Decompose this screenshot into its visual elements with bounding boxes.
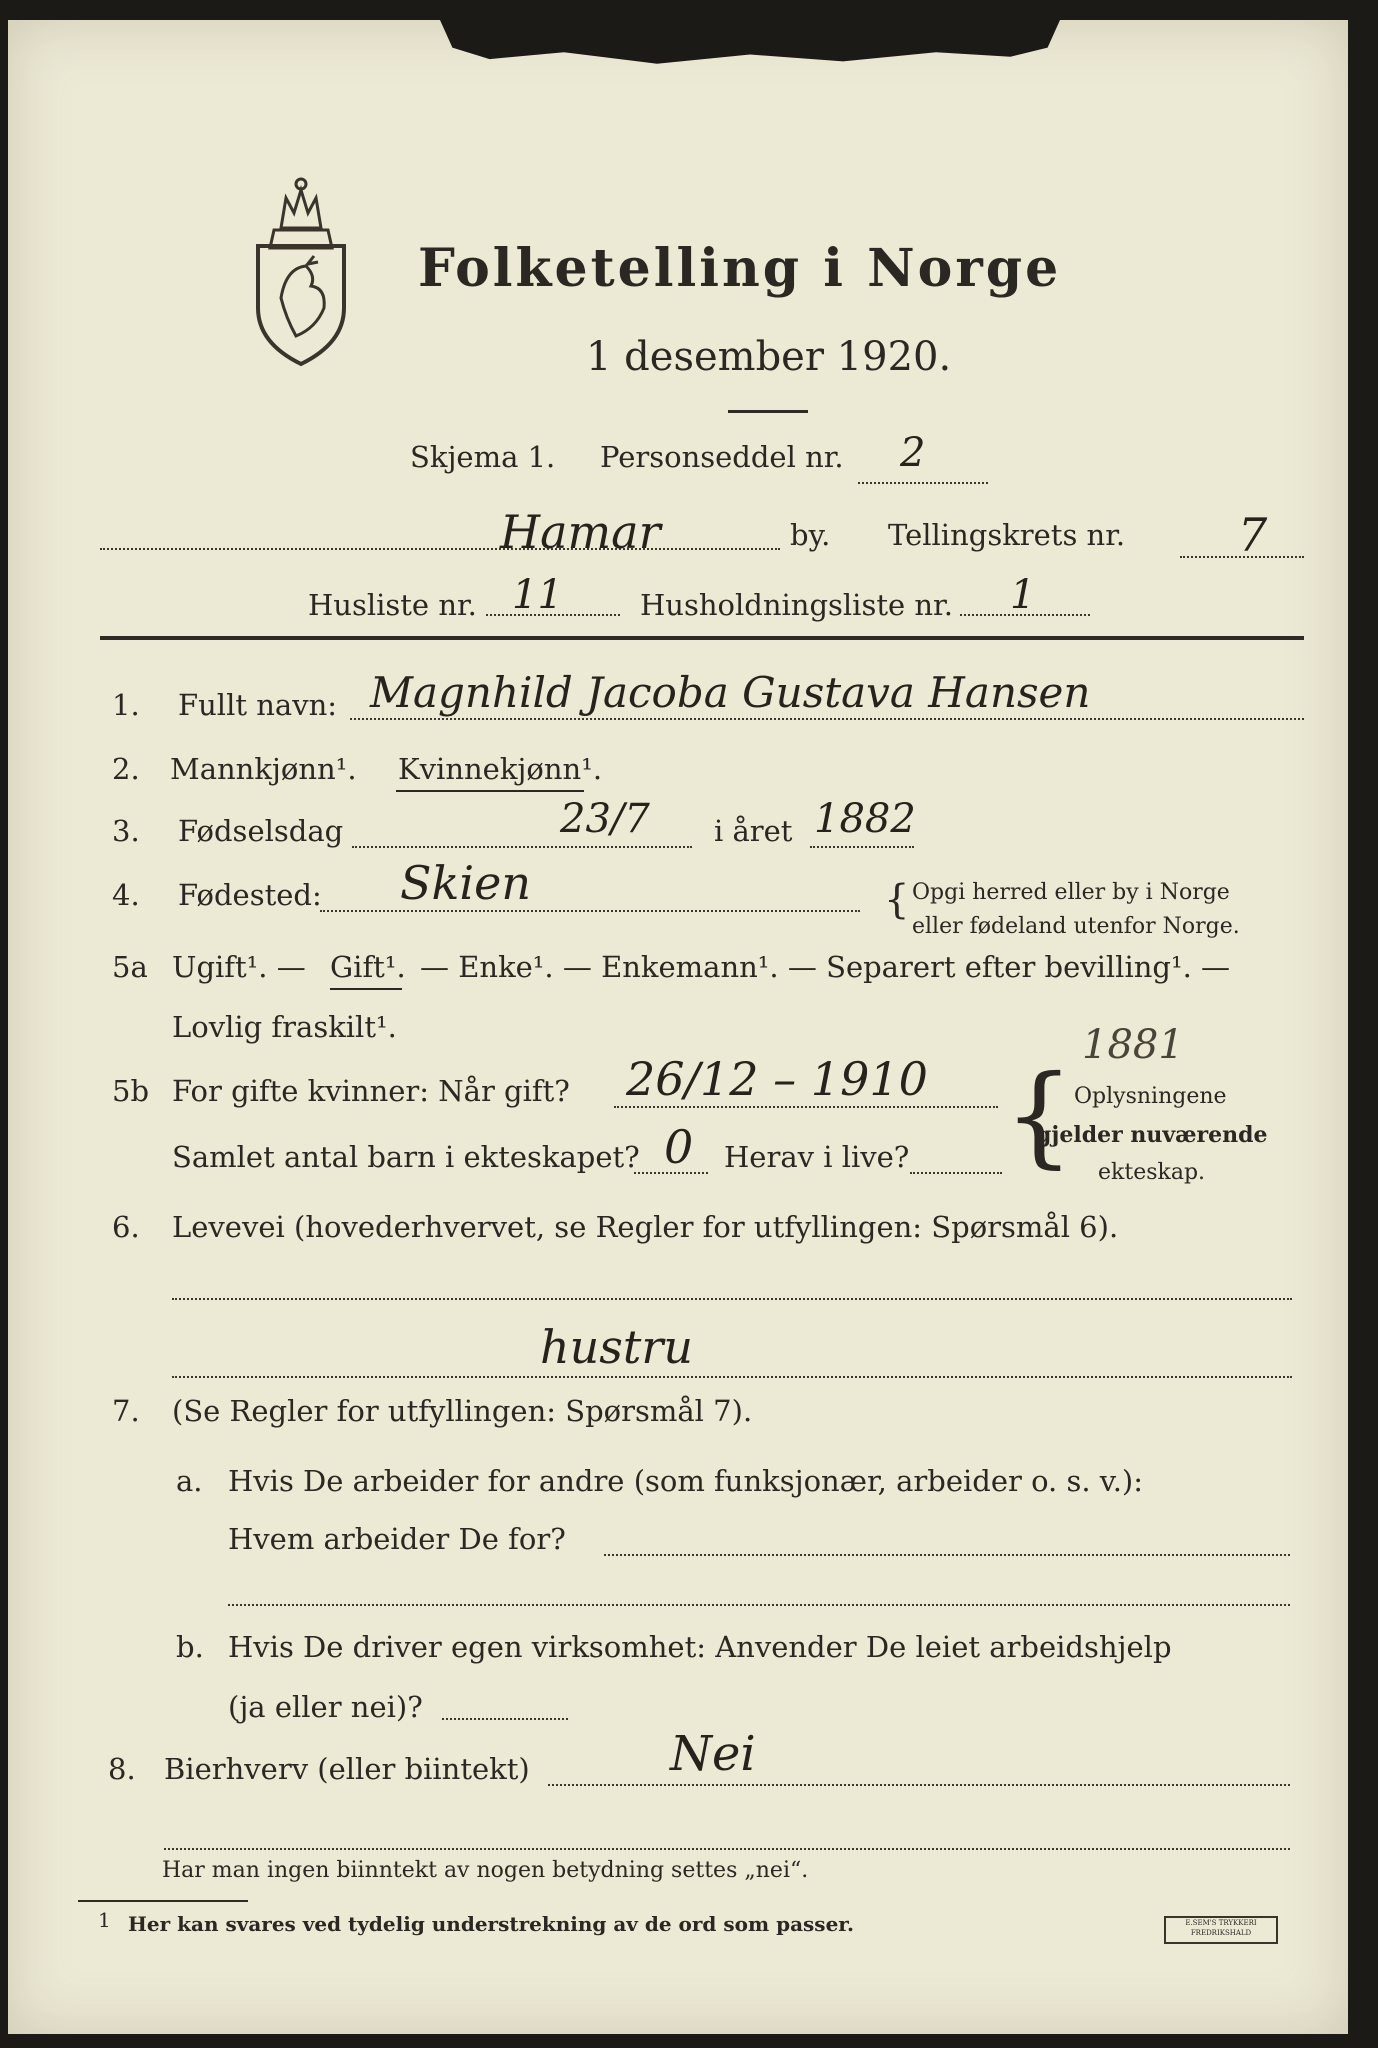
husliste-value: 11 xyxy=(512,572,563,618)
q5a-number: 5a xyxy=(112,950,148,984)
q3-year-value: 1882 xyxy=(814,796,916,842)
q7b-yesno-line xyxy=(442,1718,568,1720)
q2-female-option: Kvinnekjønn¹. xyxy=(398,752,603,786)
q4-number: 4. xyxy=(112,878,140,912)
footnote-divider xyxy=(78,1900,248,1902)
census-date: 1 desember 1920. xyxy=(586,334,952,380)
tellingskrets-value: 7 xyxy=(1238,508,1268,562)
q4-line xyxy=(320,910,860,912)
q7a-letter: a. xyxy=(176,1464,203,1498)
footnote-text: Her kan svares ved tydelig understrekning av de ord som passer. xyxy=(128,1912,854,1936)
q7a-label: Hvis De arbeider for andre (som funksjonær, arbeider o. s. v.): xyxy=(228,1464,1144,1498)
q4-label: Fødested: xyxy=(178,878,322,912)
q5b-alive-line xyxy=(910,1172,1002,1174)
q2-number: 2. xyxy=(112,752,140,786)
q1-number: 1. xyxy=(112,688,140,722)
q5b-note-line1: Oplysningene xyxy=(1074,1084,1227,1109)
q5b-label: For gifte kvinner: Når gift? xyxy=(172,1074,570,1108)
q4-bracket: { xyxy=(884,877,910,923)
q6-line1 xyxy=(172,1298,1292,1300)
q3-number: 3. xyxy=(112,814,140,848)
q3-line xyxy=(352,846,692,848)
q3-year-line xyxy=(810,846,914,848)
q2-male-option: Mannkjønn¹. xyxy=(170,752,357,786)
q8-label: Bierhverv (eller biintekt) xyxy=(164,1752,530,1786)
title-divider xyxy=(728,410,808,413)
skjema-label: Skjema 1. xyxy=(410,440,556,474)
q5b-note-line2: gjelder nuværende xyxy=(1036,1122,1268,1148)
header-rule xyxy=(100,636,1304,640)
q2-female-underline xyxy=(396,790,584,792)
husholdningsliste-value: 1 xyxy=(1010,572,1036,618)
city-line xyxy=(100,548,780,550)
personseddel-line xyxy=(858,482,988,484)
q5a-married-underline xyxy=(330,988,402,990)
q7-number: 7. xyxy=(112,1394,140,1428)
q5b-alive-label: Herav i live? xyxy=(724,1140,910,1174)
q7b-label: Hvis De driver egen virksomhet: Anvender De leiet arbeidshjelp xyxy=(228,1630,1172,1664)
q6-number: 6. xyxy=(112,1210,140,1244)
q5b-note-line3: ekteskap. xyxy=(1098,1160,1206,1185)
q7b-letter: b. xyxy=(176,1630,204,1664)
footer-note: Har man ingen biinntekt av nogen betydning settes „nei“. xyxy=(162,1858,809,1883)
norwegian-lion-crest-icon xyxy=(246,168,356,368)
q4-note-line1: Opgi herred eller by i Norge xyxy=(912,880,1230,905)
q7-label: (Se Regler for utfyllingen: Spørsmål 7). xyxy=(172,1394,753,1428)
q8-line2 xyxy=(164,1848,1290,1850)
q5b-number: 5b xyxy=(112,1074,150,1108)
q5b-bracket: { xyxy=(1004,1051,1074,1179)
husliste-label: Husliste nr. xyxy=(308,588,477,622)
q5a-married-option: Gift¹. xyxy=(330,950,406,984)
q8-number: 8. xyxy=(108,1752,136,1786)
footnote-mark: 1 xyxy=(98,1908,111,1932)
q4-birthplace-value: Skien xyxy=(400,856,531,910)
by-label: by. xyxy=(790,518,831,552)
q7a-employer-label: Hvem arbeider De for? xyxy=(228,1522,566,1556)
q1-full-name: Magnhild Jacoba Gustava Hansen xyxy=(370,668,1091,717)
q4-note-line2: eller fødeland utenfor Norge. xyxy=(912,914,1240,939)
q1-line xyxy=(350,718,1304,720)
q5a-other-options: — Enke¹. — Enkemann¹. — Separert efter bevilling¹. — xyxy=(420,950,1231,984)
q3-label: Fødselsdag xyxy=(178,814,344,848)
q5b-children-label: Samlet antal barn i ekteskapet? xyxy=(172,1140,640,1174)
q5a-unmarried-option: Ugift¹. — xyxy=(172,950,306,984)
city-value: Hamar xyxy=(500,505,661,559)
q7a-employer-line2 xyxy=(228,1604,1290,1606)
q1-label: Fullt navn: xyxy=(178,688,338,722)
q5b-line xyxy=(614,1106,998,1108)
form-title: Folketelling i Norge xyxy=(418,238,1062,299)
q5b-children-value: 0 xyxy=(664,1120,694,1174)
q7a-employer-line1 xyxy=(604,1554,1290,1556)
q3-year-label: i året xyxy=(714,814,793,848)
q8-line1 xyxy=(548,1784,1290,1786)
q5b-marriage-date: 26/12 – 1910 xyxy=(626,1052,928,1106)
q6-occupation-value: hustru xyxy=(540,1320,693,1374)
personseddel-value: 2 xyxy=(900,430,926,476)
q6-label: Levevei (hovederhvervet, se Regler for utfyllingen: Spørsmål 6). xyxy=(172,1210,1119,1244)
q6-line2 xyxy=(172,1376,1292,1378)
q3-birthday-value: 23/7 xyxy=(560,796,650,842)
q8-side-income-value: Nei xyxy=(670,1726,756,1782)
q5a-divorced-option: Lovlig fraskilt¹. xyxy=(172,1010,397,1044)
q5b-margin-note: 1881 xyxy=(1082,1022,1184,1068)
printer-stamp: E.SEM'S TRYKKERI FREDRIKSHALD xyxy=(1164,1916,1278,1944)
husholdningsliste-label: Husholdningsliste nr. xyxy=(640,588,953,622)
personseddel-label: Personseddel nr. xyxy=(600,440,844,474)
tellingskrets-label: Tellingskrets nr. xyxy=(888,518,1126,552)
q7b-yesno-label: (ja eller nei)? xyxy=(228,1690,423,1724)
